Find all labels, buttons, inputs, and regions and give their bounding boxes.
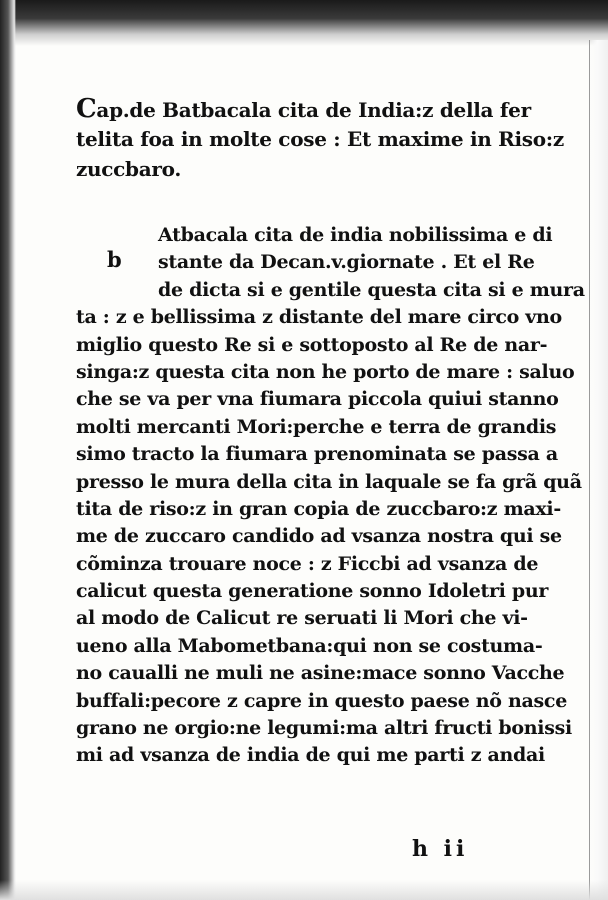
heading-line: zuccbaro.: [76, 157, 181, 181]
body-line: tita de riso:z in gran copia de zuccbaro:z maxi-: [76, 497, 561, 520]
text-block: [76, 94, 585, 770]
body-line: miglio questo Re si e sottoposto al Re de nar-: [76, 333, 548, 356]
scan-top-edge: [0, 0, 608, 46]
body-line: grano ne orgio:ne legumi:ma altri fructi bonissi: [76, 717, 572, 740]
chapter-heading: [76, 94, 564, 184]
body-line: al modo de Calicut re seruati li Mori che vi-: [76, 607, 528, 630]
body-line: de dicta si e gentile questa cita si e mura: [158, 278, 585, 301]
body-line: mi ad vsanza de india de qui me parti z andai: [76, 744, 545, 767]
heading-spacer: [76, 184, 556, 222]
body-line: Atbacala cita de india nobilissima e di: [158, 224, 553, 246]
body-line: simo tracto la fiumara prenominata se passa a: [76, 443, 558, 466]
body-line: ta : z e bellissima z distante del mare circo vno: [76, 306, 562, 329]
body-line: molti mercanti Mori:perche e terra de grandis: [76, 415, 557, 438]
body-line: calicut questa generatione sonno Idoletri pur: [76, 580, 549, 603]
marginal-letter: b: [107, 247, 122, 272]
heading-line: Cap.de Batbacala cita de India:z della fer: [76, 94, 531, 124]
chapter-body: [76, 222, 585, 770]
body-line: che se va per vna fiumara piccola quiui stanno: [76, 388, 559, 411]
scan-bottom-edge: [0, 880, 608, 900]
body-line: singa:z questa cita non he porto de mare : saluo: [76, 360, 575, 383]
body-line: cõminza trouare noce : z Ficcbi ad vsanza de: [76, 552, 539, 575]
heading-line: telita foa in molte cose : Et maxime in Riso:z: [76, 127, 564, 151]
scan-right-edge: [589, 40, 608, 900]
body-line: buffali:pecore z capre in questo paese nõ nasce: [76, 689, 567, 712]
body-line: presso le mura della cita in laquale se fa grã quã: [76, 470, 582, 493]
scan-left-edge: [0, 0, 16, 900]
signature-mark: h ii: [412, 836, 469, 862]
body-line: ueno alla Mabometbana:qui non se costuma-: [76, 634, 543, 657]
body-line: stante da Decan.v.giornate . Et el Re: [158, 251, 535, 274]
body-line: no caualli ne muli ne asine:mace sonno Vacche: [76, 662, 565, 685]
body-line: me de zuccaro candido ad vsanza nostra qui se: [76, 525, 562, 548]
